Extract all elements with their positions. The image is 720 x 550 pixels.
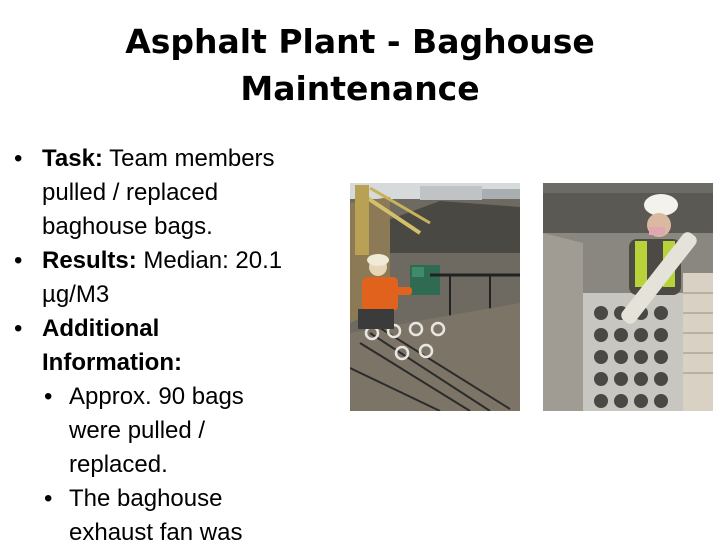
sub-bullet-fan-line-1: The baghouse: [69, 485, 223, 512]
bullet-additional: [0, 312, 345, 380]
task-label: Task:: [42, 145, 103, 172]
sub-bullet-bags-line-3: replaced.: [69, 451, 168, 478]
results-text-line-2: µg/M3: [42, 281, 110, 308]
bullet-marker: •: [44, 485, 53, 512]
sub-bullet-bags-line-2: were pulled /: [69, 417, 206, 444]
bullet-marker: •: [44, 383, 53, 410]
sub-bullet-fan-line-2: exhaust fan was: [69, 519, 243, 546]
results-text: Median: 20.1: [136, 247, 283, 274]
bullet-marker: •: [14, 247, 23, 274]
task-text: Team members: [102, 145, 275, 172]
results-label: Results:: [42, 247, 137, 274]
bullet-marker: •: [14, 315, 23, 342]
slide-title: [60, 18, 660, 112]
bullet-marker: •: [14, 145, 23, 172]
task-text-line-3: baghouse bags.: [42, 213, 213, 240]
sub-bullet-bags-line-1: Approx. 90 bags: [69, 383, 244, 410]
bullet-task: [0, 142, 345, 244]
bullet-results: [0, 244, 345, 312]
photo-worker-pulling-bag: [543, 183, 713, 411]
additional-label-line-2: Information:: [42, 349, 182, 376]
task-text-line-2: pulled / replaced: [42, 179, 219, 206]
title-line-1: Asphalt Plant - Baghouse: [125, 22, 595, 61]
additional-label: Additional: [42, 315, 160, 342]
title-line-2: Maintenance: [240, 69, 480, 108]
photo-worker-baghouse: [350, 183, 520, 411]
bullet-list: [0, 142, 345, 550]
sub-bullet-bags: [0, 380, 345, 482]
